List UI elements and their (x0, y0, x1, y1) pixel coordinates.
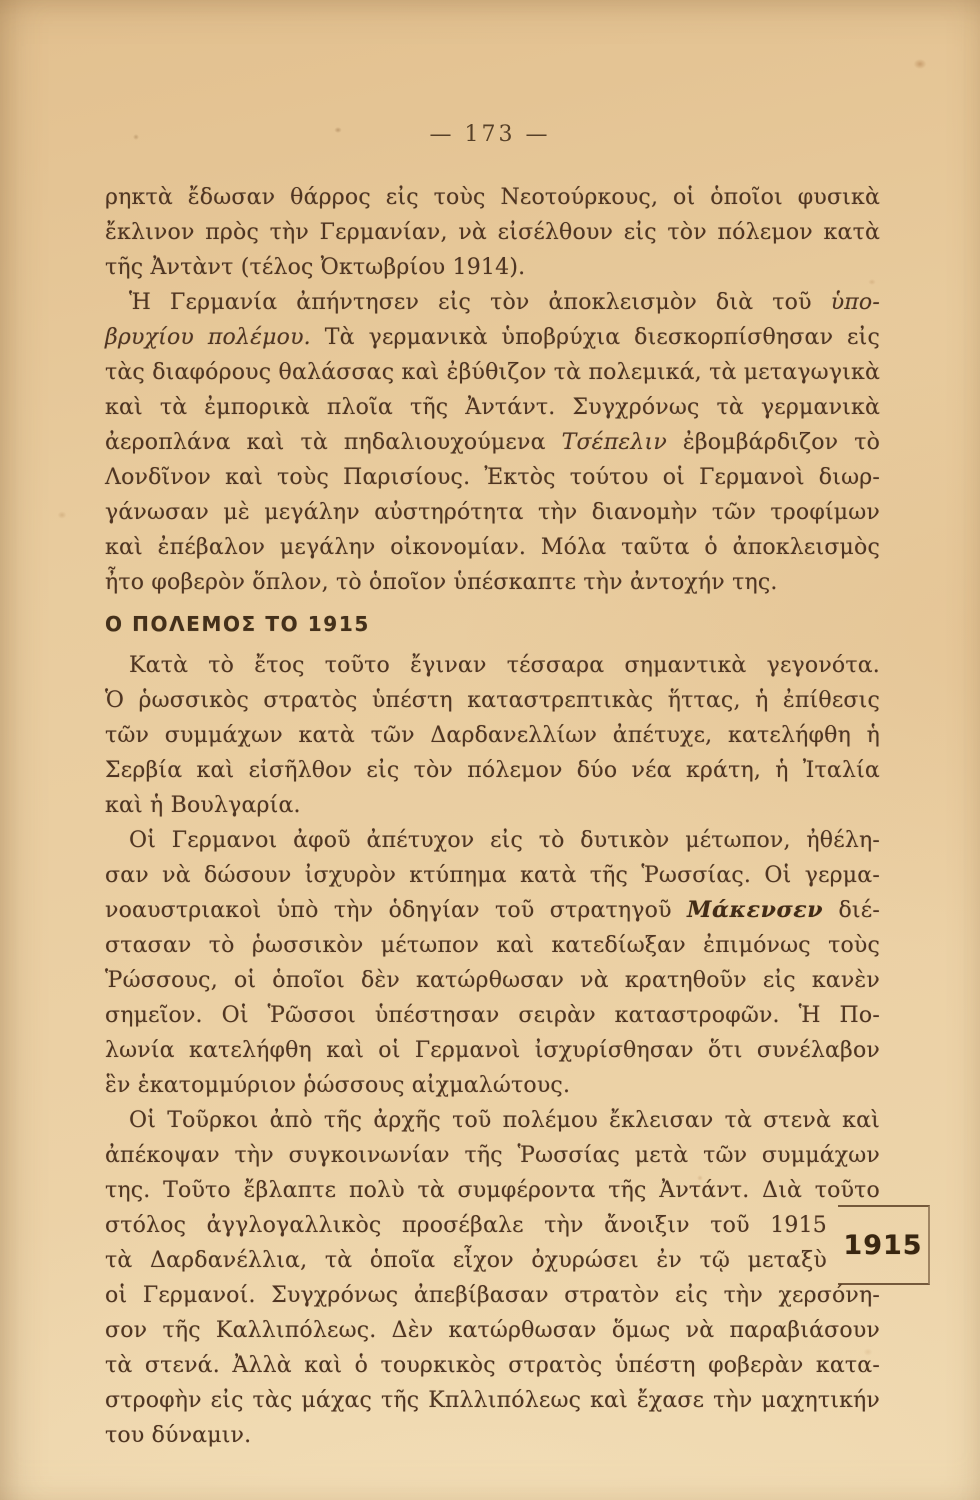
text-line: Σερβία καὶ εἰσῆλθον εἰς τὸν πόλεμον δύο νέα κράτη, ἡ Ἰταλία (105, 758, 880, 783)
text-segment: ἐβομβάρδιζον τὸ (666, 430, 881, 455)
text-line: τῆς Ἀντὰντ (τέλος Ὀκτωβρίου 1914). (105, 255, 526, 280)
year-label: 1915 (843, 1229, 923, 1261)
text-line: σαν νὰ δώσουν ἰσχυρὸν κτύπημα κατὰ τῆς Ῥωσσίας. Οἱ γερμα- (105, 863, 880, 888)
text-line: ἦτο φοβερὸν ὅπλον, τὸ ὁποῖον ὑπέσκαπτε τὴν ἀντοχήν της. (105, 570, 778, 595)
text-segment: ἀεροπλάνα καὶ τὰ πηδαλιουχούμενα (105, 430, 562, 455)
text-line: Ῥώσσους, οἱ ὁποῖοι δὲν κατώρθωσαν νὰ κρατηθοῦν εἰς κανὲν (105, 968, 880, 993)
text-line: τὰ στενά. Ἀλλὰ καὶ ὁ τουρκικὸς στρατὸς ὑπέστη φοβερὰν κατα- (105, 1353, 880, 1378)
text-line: τῶν συμμάχων κατὰ τῶν Δαρδανελλίων ἀπέτυχε, κατελήφθη ἡ (105, 723, 880, 748)
section-heading: Ο ΠΟΛΕΜΟΣ ΤΟ 1915 (105, 612, 370, 636)
text-line: λωνία κατελήφθη καὶ οἱ Γερμανοὶ ἰσχυρίσθησαν ὅτι συνέλαβον (105, 1038, 880, 1063)
text-line (105, 320, 880, 355)
text-segment: Ἡ Γερμανία ἀπήντησεν εἰς τὸν ἀποκλεισμὸν διὰ τοῦ (129, 290, 831, 315)
page-number: — 173 — (429, 122, 551, 147)
text-line: οἱ Γερμανοί. Συγχρόνως ἀπεβίβασαν στρατὸν εἰς τὴν χερσόνη- (105, 1283, 880, 1308)
text-segment: Τὰ γερμανικὰ ὑποβρύχια διεσκορπίσθησαν εἰς (310, 325, 880, 350)
text-segment: νοαυστριακοὶ ὑπὸ τὴν ὁδηγίαν τοῦ στρατηγοῦ (105, 898, 688, 923)
note-rows (105, 1208, 923, 1278)
text-line: καὶ τὰ ἐμπορικὰ πλοῖα τῆς Ἀντάντ. Συγχρόνως τὰ γερμανικὰ (105, 395, 880, 420)
text-line: καὶ ἡ Βουλγαρία. (105, 793, 301, 818)
text-line: ρηκτὰ ἔδωσαν θάρρος εἰς τοὺς Νεοτούρκους, οἱ ὁποῖοι φυσικὰ (105, 185, 880, 210)
text-line: στόλος ἀγγλογαλλικὸς προσέβαλε τὴν ἄνοιξιν τοῦ 1915 (105, 1213, 827, 1238)
text-line: ἔκλινον πρὸς τὴν Γερμανίαν, νὰ εἰσέλθουν εἰς τὸν πόλεμον κατὰ (105, 220, 880, 245)
text-line: στασαν τὸ ῥωσσικὸν μέτωπον καὶ κατεδίωξαν ἐπιμόνως τοὺς (105, 933, 880, 958)
paragraph (105, 180, 880, 285)
text-line: σον τῆς Καλλιπόλεως. Δὲν κατώρθωσαν ὅμως νὰ παραβιάσουν (105, 1318, 880, 1343)
person-name-emphasis: Μάκενσεν (687, 897, 824, 923)
text-line (105, 425, 880, 460)
page-body-text (105, 180, 923, 1453)
text-line: Οἱ Γερμανοι ἀφοῦ ἀπέτυχον εἰς τὸ δυτικὸν μέτωπον, ἠθέλη- (129, 828, 880, 853)
paragraph (105, 823, 880, 1103)
text-line: Οἱ Τοῦρκοι ἀπὸ τῆς ἀρχῆς τοῦ πολέμου ἔκλεισαν τὰ στενὰ καὶ (129, 1108, 880, 1133)
emphasized-term: ὑπο- (830, 290, 880, 315)
emphasized-term: Τσέπελιν (561, 430, 667, 455)
text-line: γάνωσαν μὲ μεγάλην αὐστηρότητα τὴν διανομὴν τῶν τροφίμων (105, 500, 880, 525)
text-line: ἀπέκοψαν τὴν συγκοινωνίαν τῆς Ῥωσσίας μετὰ τῶν συμμάχων (105, 1143, 880, 1168)
text-line: Λονδῖνον καὶ τοὺς Παρισίους. Ἐκτὸς τούτου οἱ Γερμανοὶ διωρ- (105, 465, 880, 490)
text-segment: διέ- (823, 898, 880, 923)
paragraph (105, 1103, 923, 1453)
text-line: στροφὴν εἰς τὰς μάχας τῆς Κπλλιπόλεως καὶ ἔχασε τὴν μαχητικήν (105, 1388, 880, 1413)
text-line (105, 893, 880, 928)
text-line: του δύναμιν. (105, 1423, 252, 1448)
text-line: της. Τοῦτο ἔβλαπτε πολὺ τὰ συμφέροντα τῆς Ἀντάντ. Διὰ τοῦτο (105, 1178, 880, 1203)
text-line: καὶ ἐπέβαλον μεγάλην οἰκονομίαν. Μόλα ταῦτα ὁ ἀποκλεισμὸς (105, 535, 880, 560)
text-line (105, 285, 880, 320)
text-line: Ὁ ῥωσσικὸς στρατὸς ὑπέστη καταστρεπτικὰς ἥττας, ἡ ἐπίθεσις (105, 688, 880, 713)
text-line: τὰς διαφόρους θαλάσσας καὶ ἐβύθιζον τὰ πολεμικά, τὰ μεταγωγικὰ (105, 360, 880, 385)
text-line: Κατὰ τὸ ἔτος τοῦτο ἔγιναν τέσσαρα σημαντικὰ γεγονότα. (129, 653, 880, 678)
text-line: σημεῖον. Οἱ Ῥῶσσοι ὑπέστησαν σειρὰν καταστροφῶν. Ἡ Πο- (105, 1003, 880, 1028)
year-margin-note (838, 1205, 930, 1285)
paragraph (105, 648, 880, 823)
paragraph (105, 285, 880, 600)
text-line: τὰ Δαρδανέλλια, τὰ ὁποῖα εἶχον ὀχυρώσει ἐν τῷ μεταξὺ (105, 1248, 827, 1273)
text-line: ἓν ἑκατομμύριον ῥώσσους αἰχμαλώτους. (105, 1073, 571, 1098)
emphasized-term: βρυχίου πολέμου. (105, 325, 311, 350)
